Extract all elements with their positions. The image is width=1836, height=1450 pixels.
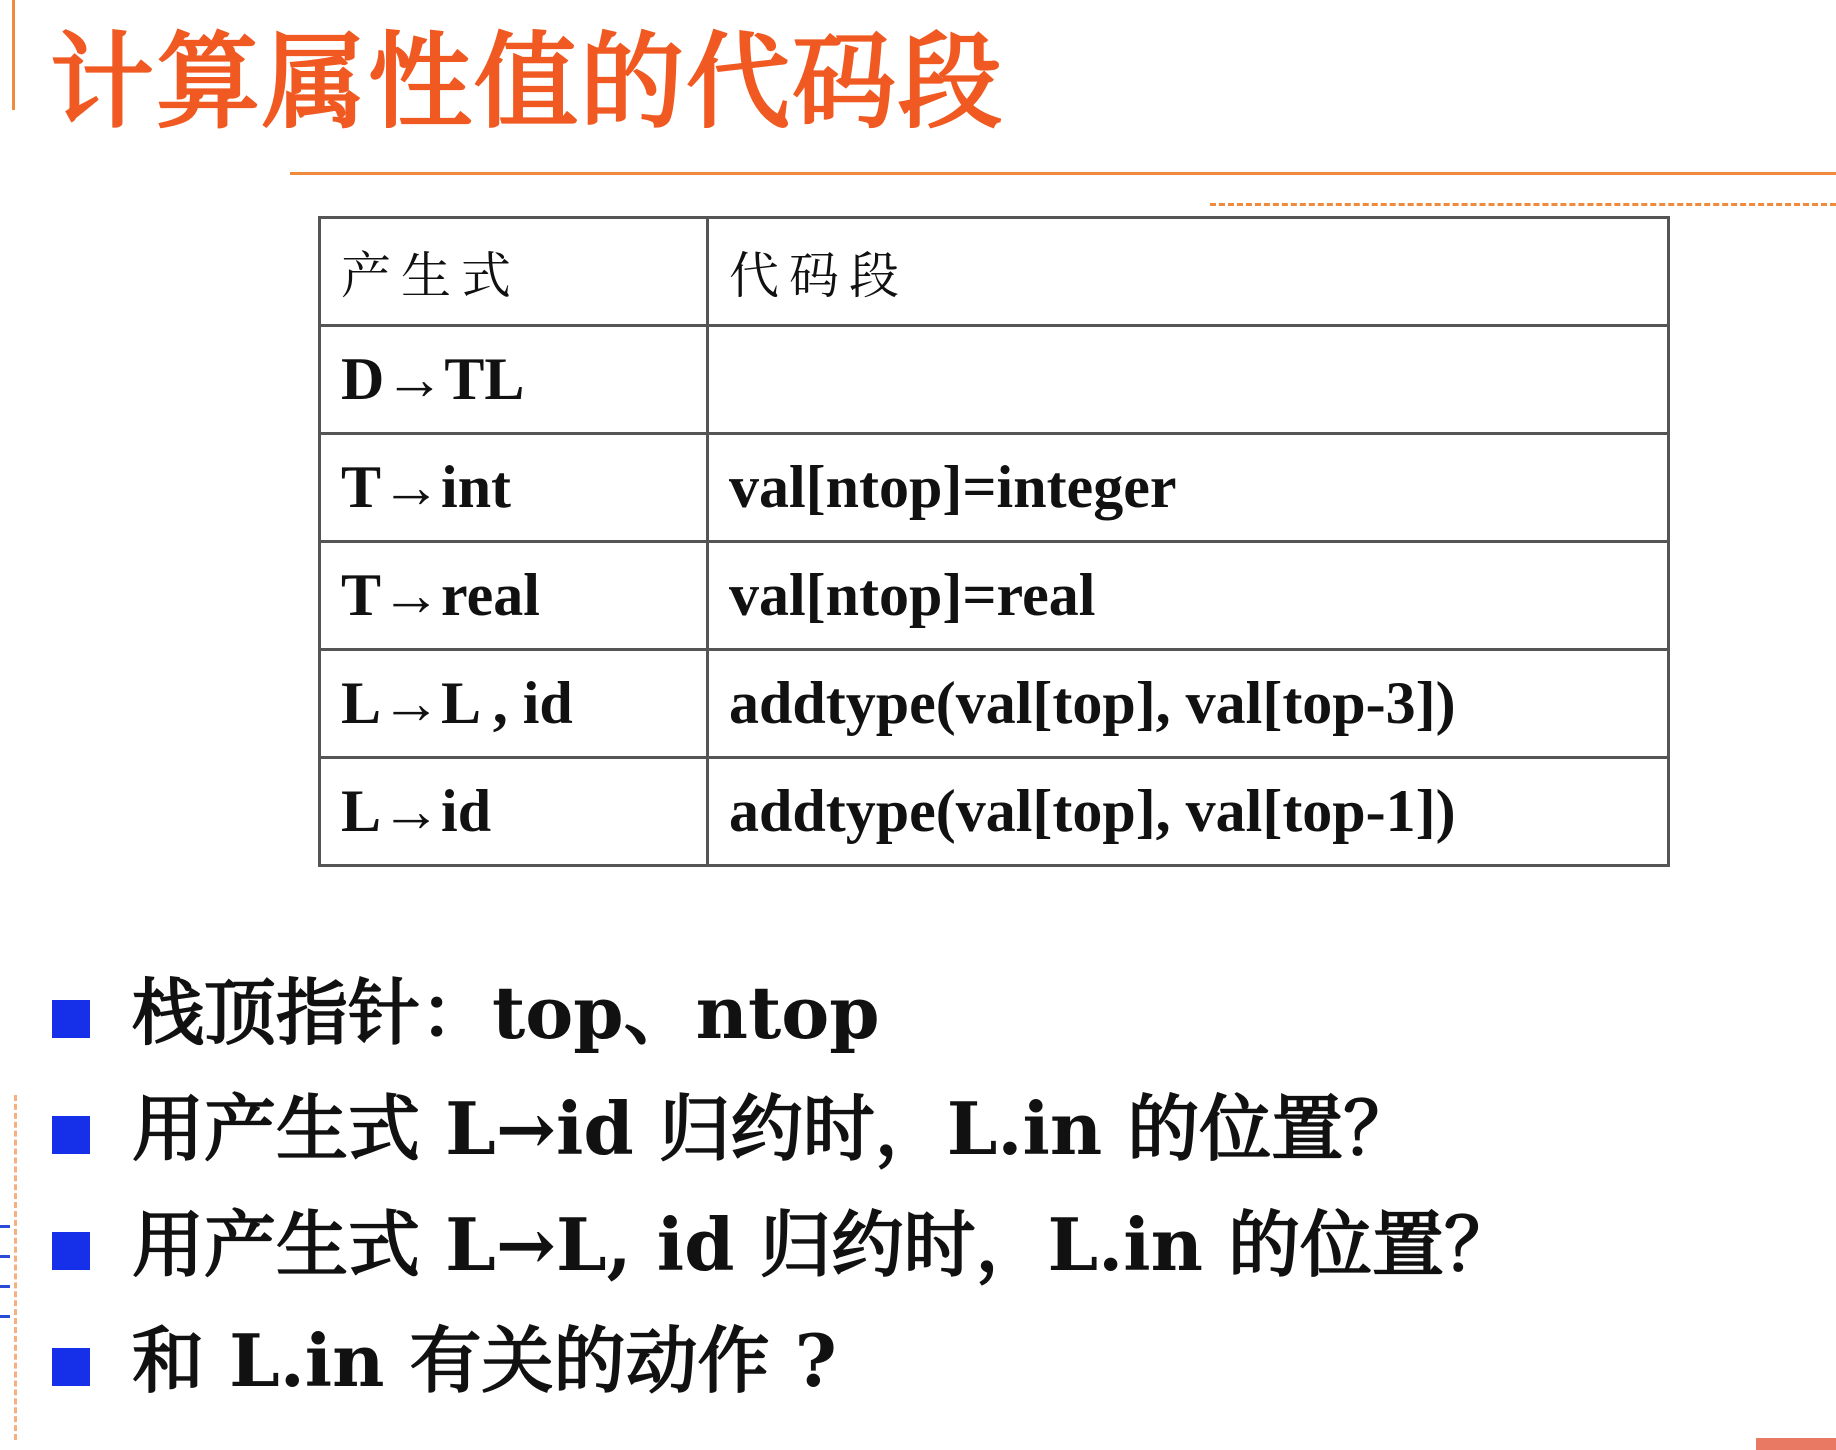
production-code-table: [318, 216, 1670, 867]
slide-title: 计算属性值的代码段: [50, 21, 1005, 143]
production-cell: L→L , id: [320, 650, 708, 758]
production-cell: T→int: [320, 434, 708, 542]
bullet-text: 用产生式 L→L, id 归约时，L.in 的位置？: [132, 1202, 1516, 1287]
bullet-square-icon: [52, 1232, 90, 1270]
side-decoration: [0, 1225, 14, 1445]
table-row: [320, 434, 1669, 542]
table-row: [320, 650, 1669, 758]
table-header-row: [320, 218, 1669, 326]
bullet-text: 用产生式 L→id 归约时，L.in 的位置？: [132, 1086, 1416, 1171]
header-production: 产生式: [320, 218, 708, 326]
footer-decoration: [1756, 1438, 1836, 1450]
bullet-square-icon: [52, 1348, 90, 1386]
title-underline: [290, 172, 1836, 175]
code-cell: val[ntop]=integer: [708, 434, 1669, 542]
header-code-segment: 代码段: [708, 218, 1669, 326]
code-cell: val[ntop]=real: [708, 542, 1669, 650]
left-dashed-rule: [14, 1095, 17, 1440]
code-cell: addtype(val[top], val[top-1]): [708, 758, 1669, 866]
bullet-square-icon: [52, 1116, 90, 1154]
left-accent-rule: [12, 0, 15, 110]
production-cell: L→id: [320, 758, 708, 866]
bullet-text: 和 L.in 有关的动作 ?: [132, 1318, 837, 1403]
title-dashed-underline: [1210, 203, 1836, 206]
bullet-square-icon: [52, 1000, 90, 1038]
table-row: [320, 542, 1669, 650]
code-cell: addtype(val[top], val[top-3]): [708, 650, 1669, 758]
table-row: [320, 758, 1669, 866]
bullet-text: 栈顶指针：top、ntop: [132, 970, 880, 1055]
production-cell: T→real: [320, 542, 708, 650]
code-cell: [708, 326, 1669, 434]
table-row: [320, 326, 1669, 434]
production-cell: D→TL: [320, 326, 708, 434]
